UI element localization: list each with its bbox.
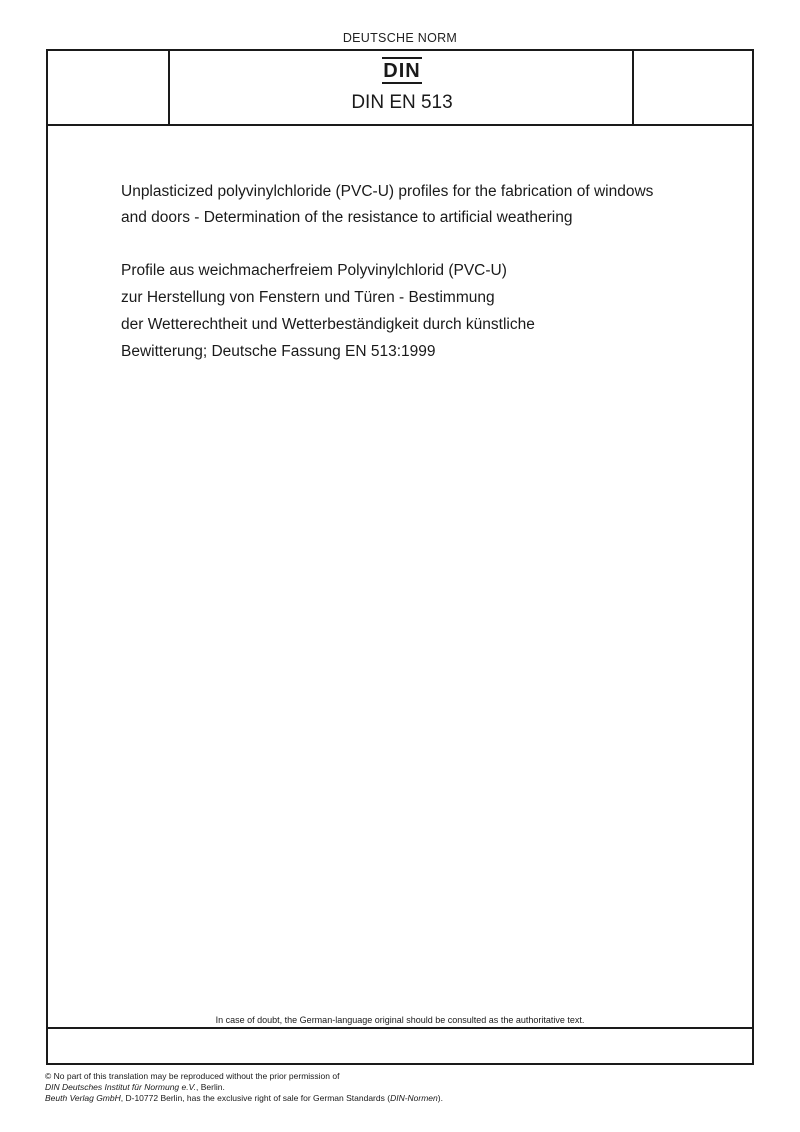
page-frame — [46, 49, 754, 1065]
german-title-line: zur Herstellung von Fenstern und Türen - Bestimmung — [121, 289, 495, 306]
english-title-line: Unplasticized polyvinylchloride (PVC-U) profiles for the fabrication of windows — [121, 183, 654, 200]
copyright-line-2: DIN Deutsches Institut für Normung e.V., Berlin. — [45, 1082, 225, 1092]
footer-row — [48, 1027, 752, 1063]
header-row — [48, 51, 752, 126]
din-logo — [170, 57, 634, 84]
german-title-line: der Wetterechtheit und Wetterbeständigkeit durch künstliche — [121, 316, 535, 333]
document-number: DIN EN 513 — [351, 92, 453, 113]
german-title-line: Profile aus weichmacherfreiem Polyvinylchlorid (PVC-U) — [121, 262, 507, 279]
english-title — [121, 179, 741, 231]
document-type-label: DEUTSCHE NORM — [342, 31, 458, 45]
din-institute-name: DIN Deutsches Institut für Normung e.V. — [45, 1082, 197, 1092]
copyright-notice — [45, 1071, 443, 1104]
header-right-cell — [632, 51, 752, 124]
header-center-cell — [170, 51, 634, 124]
din-normen-term: DIN-Normen — [390, 1093, 438, 1103]
german-title-line: Bewitterung; Deutsche Fassung EN 513:1999 — [121, 343, 436, 360]
din-logo-text: DIN — [382, 57, 421, 84]
publisher-name: Beuth Verlag GmbH — [45, 1093, 121, 1103]
english-title-line: and doors - Determination of the resistance to artificial weathering — [121, 209, 573, 226]
copyright-line-3: Beuth Verlag GmbH, D-10772 Berlin, has the exclusive right of sale for German Standards (DIN-Normen). — [45, 1093, 443, 1103]
copyright-line-1: © No part of this translation may be reproduced without the prior permission of — [45, 1071, 340, 1081]
header-left-cell — [48, 51, 170, 124]
german-title — [121, 257, 741, 365]
authoritative-text-note: In case of doubt, the German-language original should be consulted as the authoritative text. — [215, 1015, 585, 1025]
